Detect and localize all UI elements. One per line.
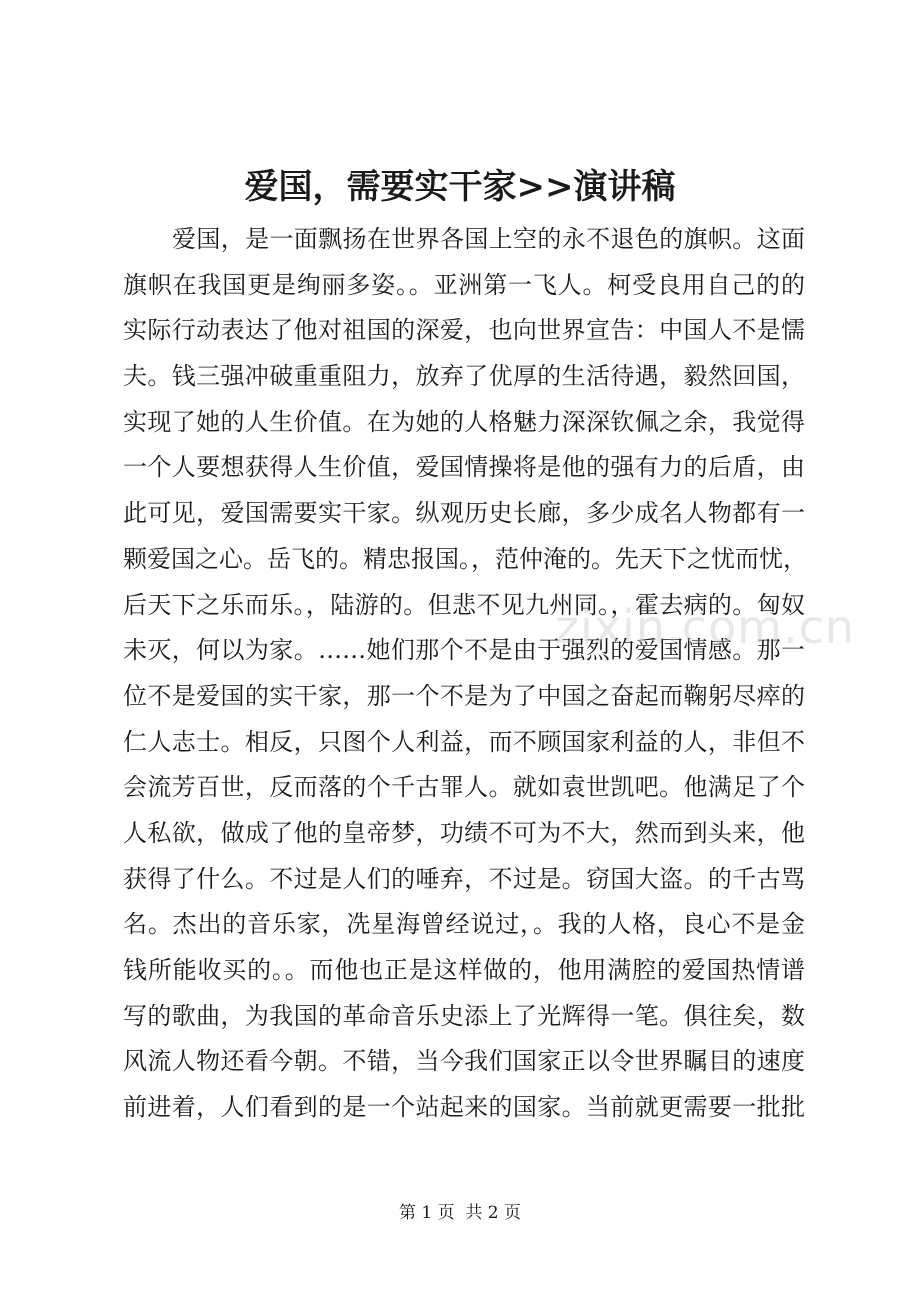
watermark: zixin.com.cn [555, 600, 856, 654]
body-line: 人私欲，做成了他的皇帝梦，功绩不可为不大，然而到头来，他 [123, 818, 805, 847]
body-line: 一个人要想获得人生价值，爱国情操将是他的强有力的后盾，由 [123, 453, 805, 482]
body-line: 此可见，爱国需要实干家。纵观历史长廊，多少成名人物都有一 [123, 499, 805, 528]
body-line: 名。杰出的音乐家，冼星海曾经说过，。我的人格，良心不是金 [123, 910, 805, 939]
body-line: 位不是爱国的实干家，那一个不是为了中国之奋起而鞠躬尽瘁的 [123, 681, 805, 710]
body-line: 未灭，何以为家。……她们那个不是由于强烈的爱国情感。那一 [123, 636, 805, 665]
document-title: 爱国，需要实干家>>演讲稿 [244, 167, 676, 207]
body-line: 实现了她的人生价值。在为她的人格魅力深深钦佩之余，我觉得 [123, 407, 805, 436]
body-line: 仁人志士。相反，只图个人利益，而不顾国家利益的人，非但不 [123, 727, 805, 756]
body-line: 爱国，是一面飘扬在世界各国上空的永不退色的旗帜。这面 [172, 225, 805, 253]
body-line: 钱所能收买的。。而他也正是这样做的，他用满腔的爱国热情谱 [123, 956, 805, 984]
page-footer [0, 1201, 920, 1225]
body-line: 夫。钱三强冲破重重阻力，放弃了优厚的生活待遇，毅然回国， [123, 362, 805, 391]
body-line: 旗帜在我国更是绚丽多姿。。亚洲第一飞人。柯受良用自己的的 [123, 270, 805, 299]
body-line: 风流人物还看今朝。不错，当今我们国家正以令世界瞩目的速度 [123, 1047, 805, 1076]
body-line: 颗爱国之心。岳飞的。精忠报国。，范仲淹的。先天下之忧而忧， [123, 544, 807, 573]
document-body [123, 217, 805, 1131]
body-line: 写的歌曲，为我国的革命音乐史添上了光辉得一笔。俱往矣，数 [123, 1001, 805, 1030]
body-line: 后天下之乐而乐。，陆游的。但悲不见九州同。，霍去病的。匈奴 [123, 590, 805, 619]
body-line: 获得了什么。不过是人们的唾弃，不过是。窃国大盗。的千古骂 [123, 864, 805, 893]
body-line: 会流芳百世，反而落的个千古罪人。就如袁世凯吧。他满足了个 [123, 773, 805, 802]
page-number-label: 第 1 页 共 2 页 [398, 1203, 522, 1223]
body-line: 前进着，人们看到的是一个站起来的国家。当前就更需要一批批 [123, 1093, 805, 1122]
body-line: 实际行动表达了他对祖国的深爱，也向世界宣告：中国人不是懦 [123, 316, 805, 345]
